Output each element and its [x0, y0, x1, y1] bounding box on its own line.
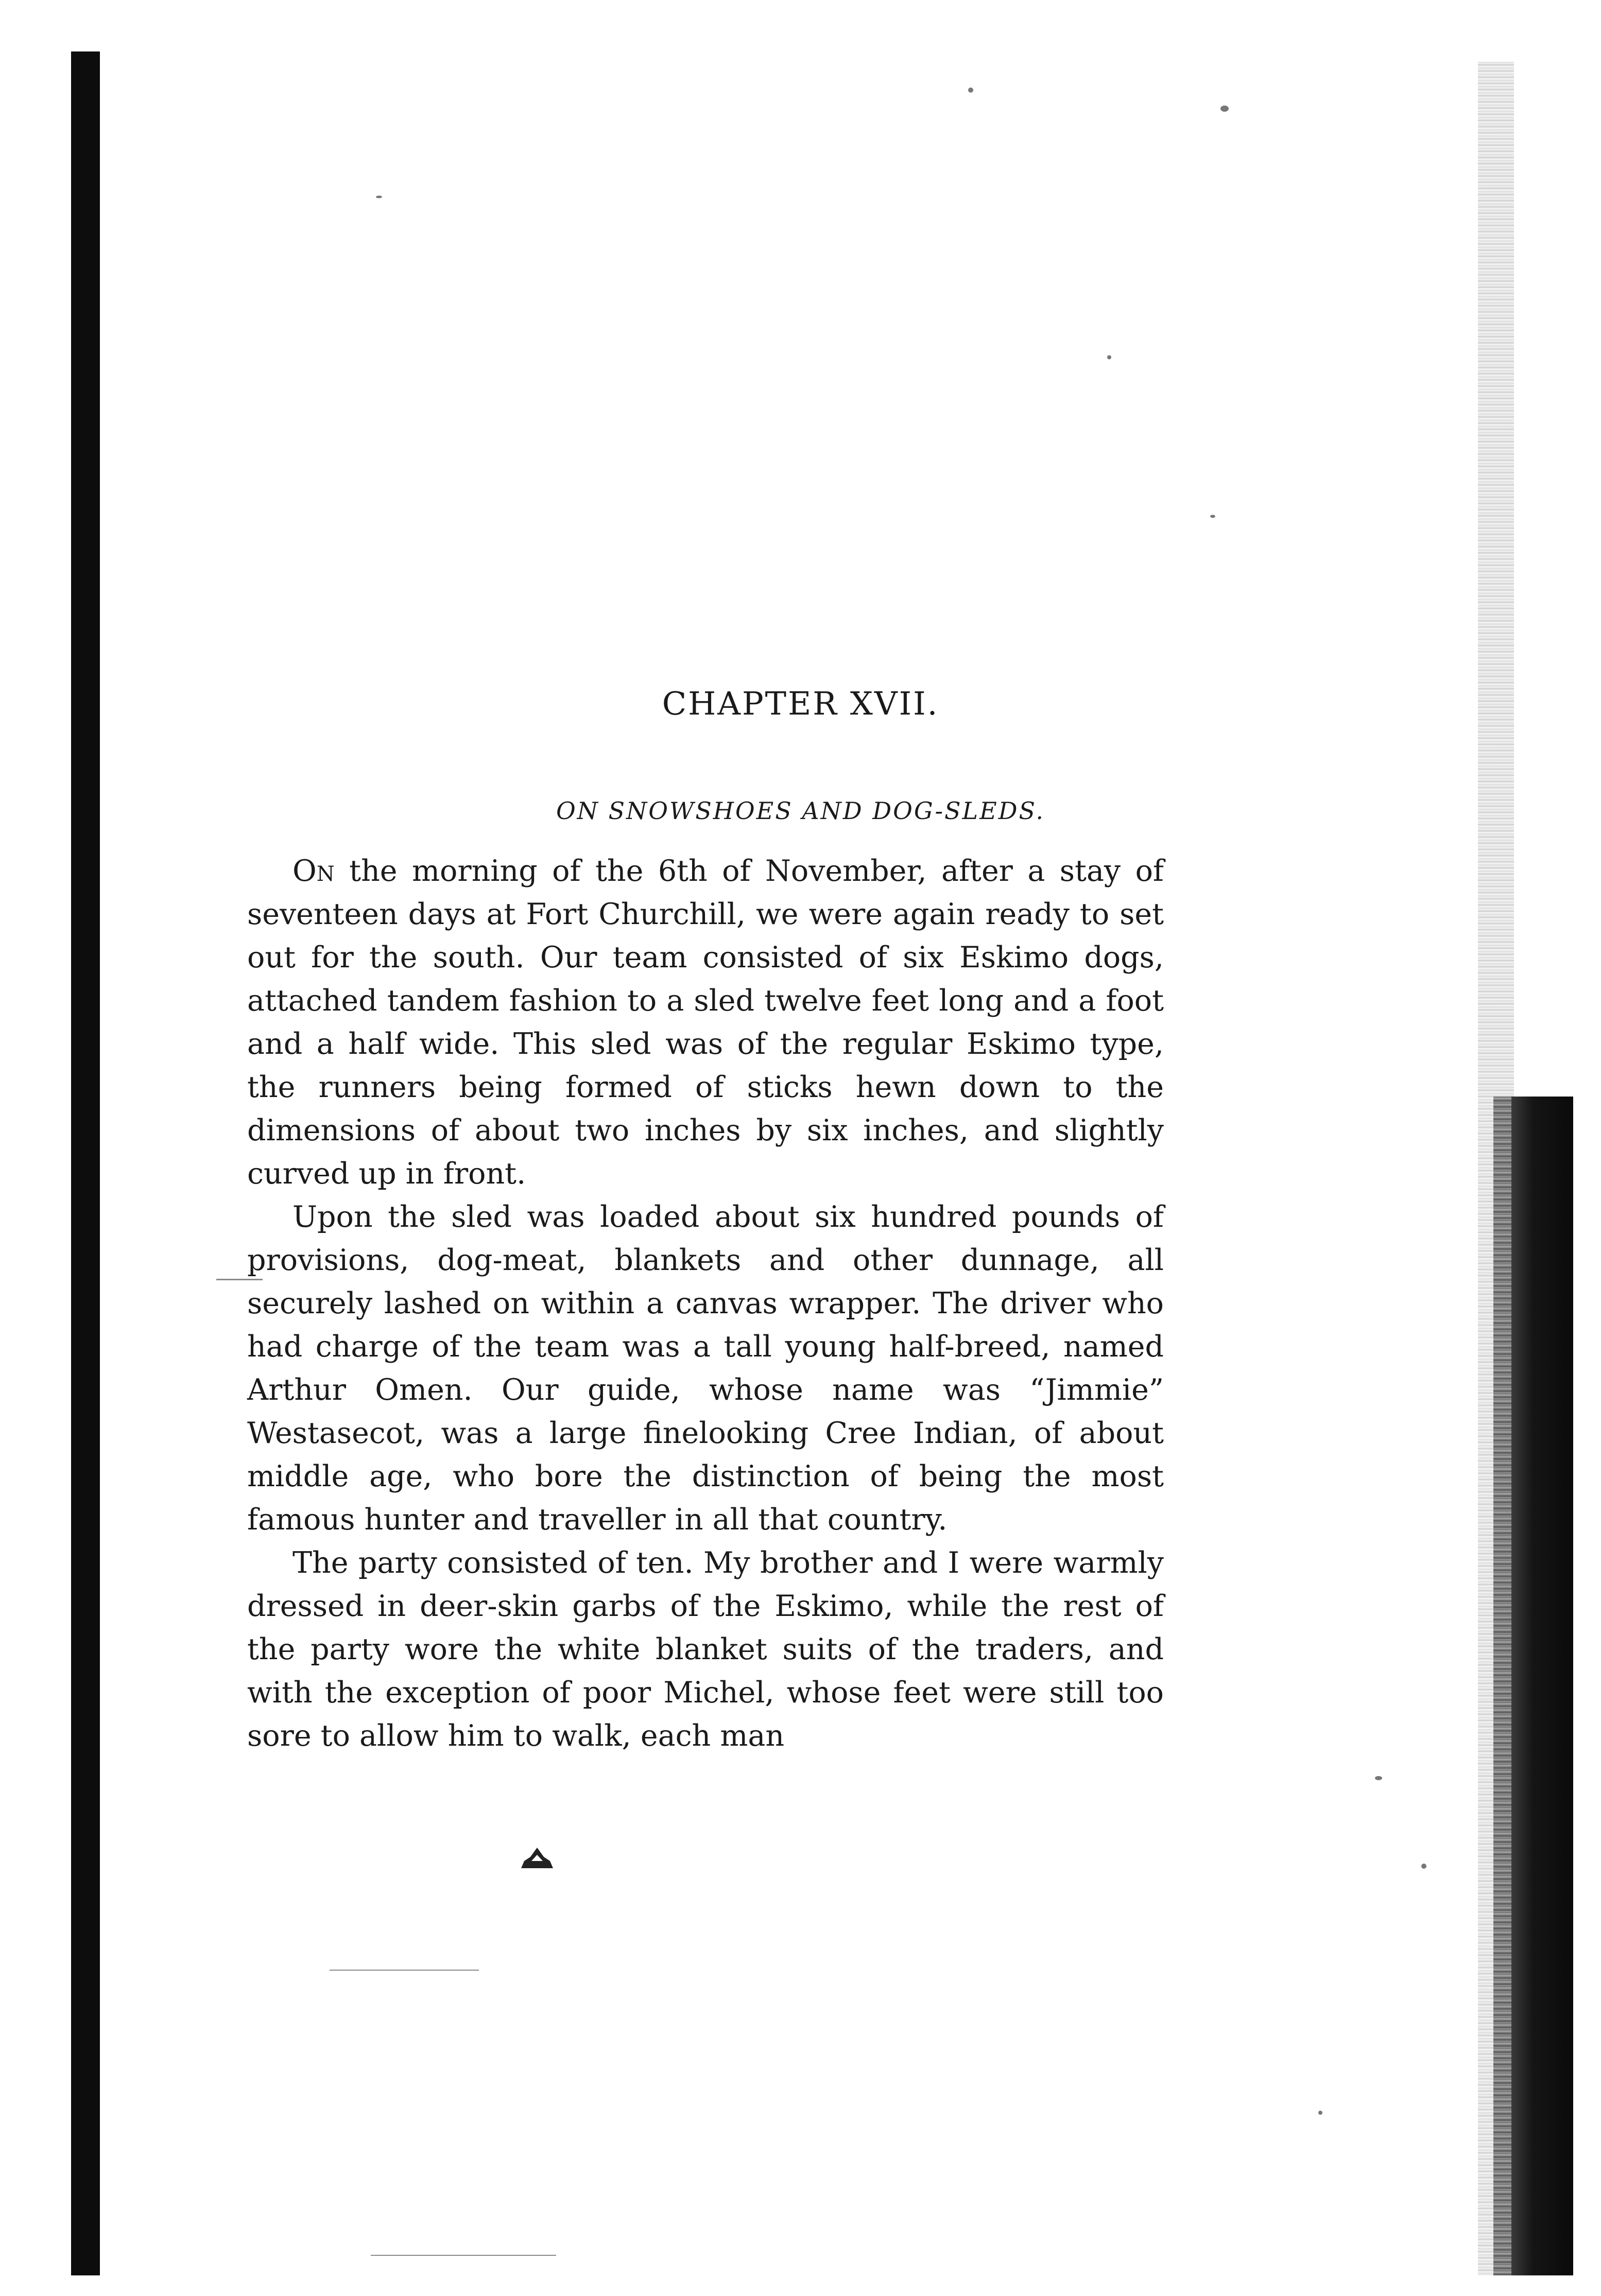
paragraph-3-first-word: The: [292, 1546, 349, 1580]
chapter-subtitle: ON SNOWSHOES AND DOG-SLEDS.: [556, 797, 1045, 825]
chapter-title: CHAPTER XVII.: [662, 685, 939, 722]
paragraph-2-text: the sled was loaded about six hundred pounds of provisions, dog-meat, blankets and other dunnage, all securely lashed on within a canvas wrapper. The driver who had charge of the team was a tall young half-breed, named Arthur Omen. Our guide, whose name was “Jimmie” Westasecot, was a large finelooking Cree Indian, of about middle age, who bore the distinction of being the most famous hunter and traveller in all that country.: [247, 1200, 1164, 1537]
scan-speck: [1318, 2111, 1322, 2115]
paragraph-1-first-word: On: [292, 854, 335, 888]
scan-speck: [968, 88, 973, 93]
paragraph-3: [247, 1541, 1164, 1758]
scan-speck: [1421, 1864, 1426, 1869]
paragraph-1: [247, 849, 1164, 1195]
right-shadow: [1511, 1097, 1573, 2275]
paragraph-3-text: party consisted of ten. My brother and I were warmly dressed in deer-skin garbs of the Eskimo, while the rest of the party wore the white blanket suits of the traders, and with the exception of poor Michel, whose feet were still too sore to allow him to walk, each man: [247, 1546, 1164, 1753]
paragraph-1-text: the morning of the 6th of November, after a stay of seventeen days at Fort Churchill, we were again ready to set out for the south. Our team consisted of six Eskimo dogs, attached tandem fashion to a sled twelve feet long and a foot and a half wide. This sled was of the regular Eskimo type, the runners being formed of sticks hewn down to the dimensions of about two inches by six inches, and slightly curved up in front.: [247, 854, 1164, 1191]
right-shadow-fade: [1493, 1097, 1514, 2275]
chapter-body: [247, 849, 1164, 1758]
paragraph-2: [247, 1195, 1164, 1541]
paragraph-2-first-word: Upon: [292, 1200, 373, 1234]
scan-line-3: [371, 2255, 556, 2256]
scan-line-2: [330, 1970, 479, 1971]
printer-ornament-icon: [519, 1846, 555, 1871]
scan-speck: [1107, 355, 1111, 359]
scan-speck: [1375, 1776, 1382, 1780]
scan-speck: [376, 196, 382, 198]
scan-line-1: [216, 1279, 263, 1280]
scan-speck: [1210, 515, 1215, 518]
scan-speck: [1220, 106, 1229, 112]
binding-edge: [71, 51, 100, 2275]
